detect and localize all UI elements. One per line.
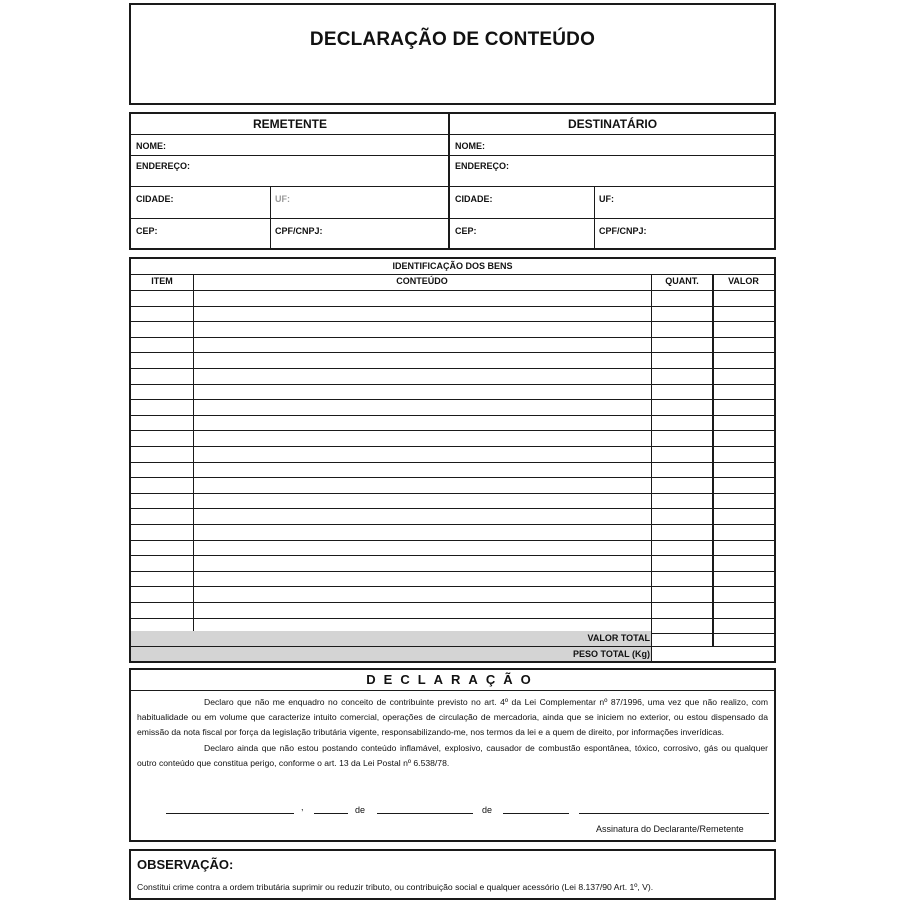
sender-header: REMETENTE: [252, 117, 327, 131]
divider: [131, 155, 774, 156]
divider: [193, 274, 194, 631]
observation-text: Constitui crime contra a ordem tributária suprimir ou reduzir tributo, ou contribuição social e qualquer acessório (Lei 8.137/90 Art. 1º, V).: [137, 882, 654, 892]
column-header-quantity: QUANT.: [665, 276, 699, 286]
divider: [131, 646, 132, 647]
table-row-line: [131, 555, 774, 556]
sender-state-field[interactable]: UF:: [275, 194, 290, 204]
table-row-line: [131, 524, 774, 525]
table-row-line: [131, 540, 774, 541]
table-row-line: [131, 508, 774, 509]
recipient-tax-id-field[interactable]: CPF/CNPJ:: [599, 226, 647, 236]
declaration-section: [129, 668, 776, 842]
total-weight-label: PESO TOTAL (Kg): [572, 649, 650, 659]
column-header-item: ITEM: [151, 276, 173, 286]
divider: [131, 218, 774, 219]
table-row-line: [131, 321, 774, 322]
sender-name-field[interactable]: NOME:: [136, 141, 166, 151]
divider: [131, 186, 774, 187]
signature-label: Assinatura do Declarante/Remetente: [596, 824, 744, 834]
table-row-line: [131, 602, 774, 603]
table-row-line: [131, 415, 774, 416]
divider: [712, 274, 714, 647]
signature-line[interactable]: [579, 813, 769, 814]
recipient-zip-field[interactable]: CEP:: [455, 226, 477, 236]
table-row-line: [131, 571, 774, 572]
recipient-address-field[interactable]: ENDEREÇO:: [455, 161, 510, 171]
observation-section: [129, 849, 776, 900]
table-row-line: [131, 462, 774, 463]
table-row-line: [131, 399, 774, 400]
date-comma: ,: [301, 802, 304, 812]
goods-title: IDENTIFICAÇÃO DOS BENS: [392, 261, 513, 271]
table-row-line: [131, 290, 774, 291]
table-row-line: [131, 352, 774, 353]
year-line[interactable]: [503, 813, 569, 814]
recipient-name-field[interactable]: NOME:: [455, 141, 485, 151]
column-header-content: CONTEÚDO: [396, 276, 448, 286]
table-row-line: [131, 430, 774, 431]
parties-section: [129, 112, 776, 250]
goods-table: [129, 257, 776, 663]
total-value-label: VALOR TOTAL: [587, 633, 650, 643]
sender-tax-id-field[interactable]: CPF/CNPJ:: [275, 226, 323, 236]
divider: [270, 186, 271, 248]
sender-zip-field[interactable]: CEP:: [136, 226, 158, 236]
recipient-city-field[interactable]: CIDADE:: [455, 194, 493, 204]
month-line[interactable]: [377, 813, 473, 814]
day-line[interactable]: [314, 813, 348, 814]
divider: [651, 274, 652, 661]
divider: [131, 274, 774, 275]
recipient-header: DESTINATÁRIO: [567, 117, 658, 131]
declaration-paragraph-1: Declaro que não me enquadro no conceito de contribuinte previsto no art. 4º da Lei Complementar nº 87/1996, uma vez que não realizo, com habitualidade ou em volume que caracterize intuito comercial, operações de circulação de mercadoria, ainda que se iniciem no exterior, ou estou dispensado da emissão da nota fiscal por força da legislação tributária vigente, responsabilizando-me, nos termos da lei e a quem de direito, por informações inverídicas.: [137, 697, 768, 738]
column-header-value: VALOR: [728, 276, 759, 286]
table-row-line: [131, 586, 774, 587]
table-row-line: [131, 477, 774, 478]
divider: [131, 134, 774, 135]
total-value-shade: [131, 631, 652, 646]
title-box: [129, 3, 776, 105]
table-row-line: [131, 446, 774, 447]
de-label-2: de: [482, 805, 493, 815]
table-row-line: [131, 618, 774, 619]
page-title: DECLARAÇÃO DE CONTEÚDO: [309, 29, 596, 50]
divider: [131, 690, 774, 691]
sender-address-field[interactable]: ENDEREÇO:: [136, 161, 191, 171]
table-row-line: [131, 337, 774, 338]
table-row-line: [131, 306, 774, 307]
table-row-line: [131, 368, 774, 369]
sender-city-field[interactable]: CIDADE:: [136, 194, 174, 204]
observation-title: OBSERVAÇÃO:: [137, 857, 234, 872]
place-line[interactable]: [166, 813, 294, 814]
declaration-text: [137, 695, 768, 771]
de-label-1: de: [355, 805, 366, 815]
declaration-title: DECLARAÇÃO: [366, 672, 539, 687]
table-row-line: [131, 493, 774, 494]
declaration-paragraph-2: Declaro ainda que não estou postando conteúdo inflamável, explosivo, causador de combustão espontânea, tóxico, corrosivo, gás ou qualquer outro conteúdo que constitua perigo, conforme o art. 13 da Lei Postal nº 6.538/78.: [137, 742, 768, 768]
divider: [594, 186, 595, 248]
divider: [651, 646, 652, 661]
divider: [131, 646, 774, 647]
table-row-line: [131, 384, 774, 385]
recipient-state-field[interactable]: UF:: [599, 194, 614, 204]
